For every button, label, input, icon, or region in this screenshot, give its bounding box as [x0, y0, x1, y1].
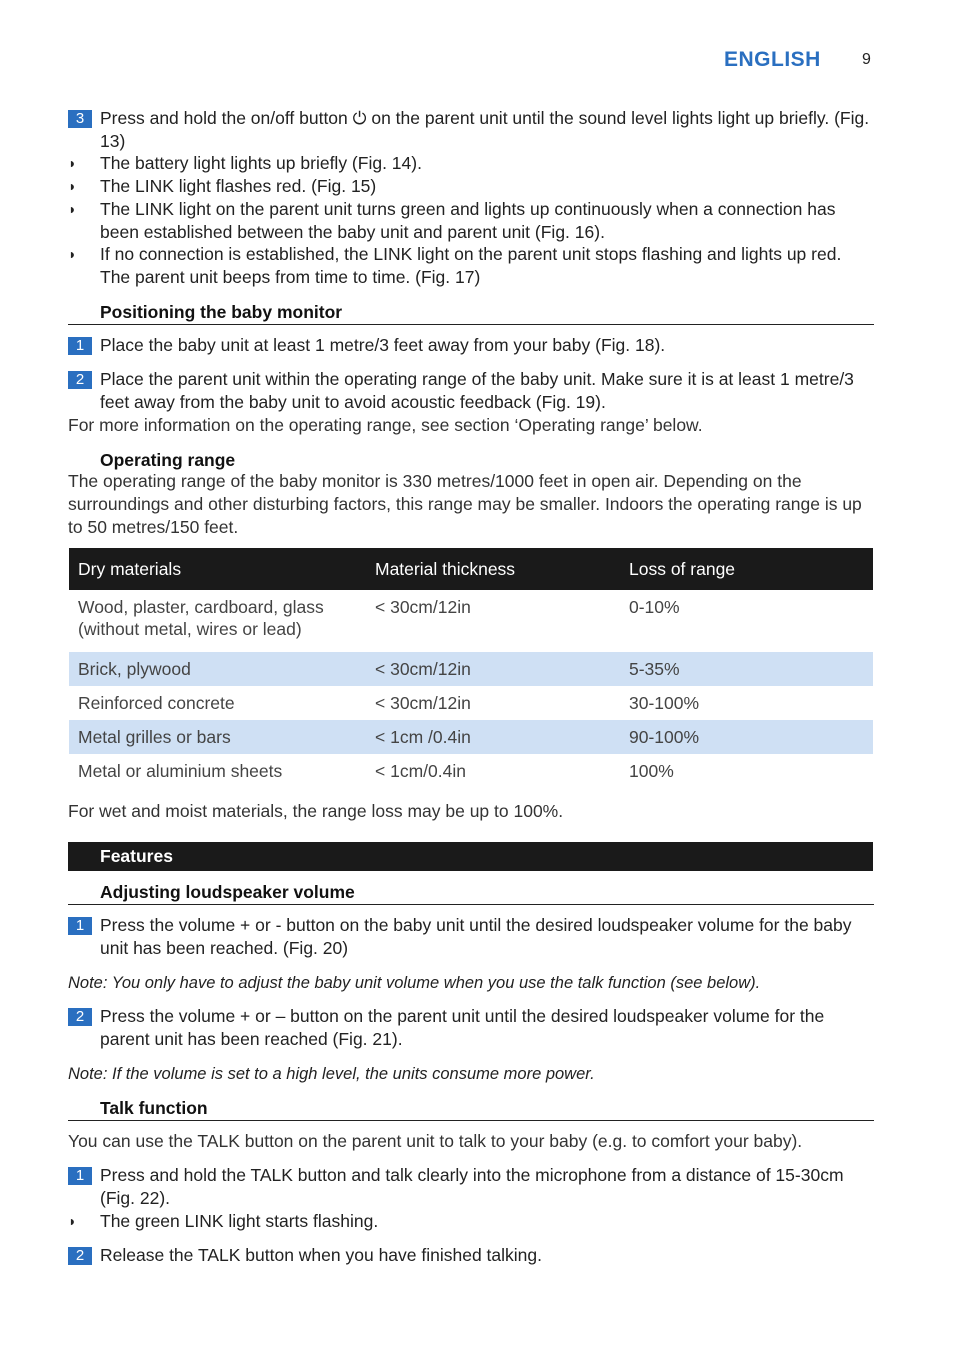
- table-cell: Brick, plywood: [69, 652, 366, 686]
- more-info-text: For more information on the operating range, see section ‘Operating range’ below.: [68, 415, 703, 435]
- table-cell: 90-100%: [620, 720, 873, 754]
- table-cell: 100%: [629, 761, 674, 781]
- table-cell: Metal grilles or bars: [69, 720, 366, 754]
- step-text: Press the volume + or - button on the baby unit until the desired loudspeaker volume for the baby unit has been reached. (Fig. 20): [100, 915, 852, 958]
- table-row: [69, 686, 873, 720]
- table-cell: < 30cm/12in: [366, 652, 620, 686]
- bullet-icon: ◗: [68, 1213, 77, 1229]
- bullet-text: The battery light lights up briefly (Fig. 14).: [100, 153, 422, 173]
- table-cell: 5-35%: [620, 652, 873, 686]
- language-label: ENGLISH: [724, 48, 821, 71]
- step-text: Press and hold the on/off button ⏻ on the parent unit until the sound level lights light up briefly. (Fig. 13): [100, 108, 870, 151]
- step-text: Place the baby unit at least 1 metre/3 feet away from your baby (Fig. 18).: [100, 335, 666, 355]
- step-number: 1: [68, 337, 92, 355]
- bullet-icon: ◗: [68, 246, 77, 262]
- table-row: [69, 720, 873, 754]
- bullet-text: The LINK light on the parent unit turns green and lights up continuously when a connection has been established between the baby unit and parent unit (Fig. 16).: [100, 199, 836, 242]
- step-text: Release the TALK button when you have finished talking.: [100, 1245, 543, 1265]
- step-number: 2: [68, 1008, 92, 1026]
- step-text: Press the volume + or – button on the parent unit until the desired loudspeaker volume for the parent unit has been reached (Fig. 21).: [100, 1006, 825, 1049]
- range-loss-table: [69, 548, 873, 788]
- heading-text: Operating range: [100, 450, 236, 470]
- step-number: 2: [68, 1247, 92, 1265]
- heading-text: Positioning the baby monitor: [100, 302, 343, 322]
- bullet-icon: ◗: [68, 201, 77, 217]
- heading-positioning: [68, 300, 874, 325]
- page-number: 9: [862, 51, 871, 68]
- table-cell: < 1cm/0.4in: [375, 761, 466, 781]
- heading-operating-range: [68, 448, 874, 472]
- step-number: 2: [68, 371, 92, 389]
- column-header: Dry materials: [69, 548, 366, 590]
- table-cell: Reinforced concrete: [78, 693, 235, 713]
- operating-range-paragraph: The operating range of the baby monitor is 330 metres/1000 feet in open air. Depending on the surroundings and other disturbing factors, this range may be smaller. Indoors the operating range is up to 50 metres/150 feet.: [68, 471, 862, 537]
- table-row: [69, 652, 873, 686]
- table-cell: 30-100%: [629, 693, 700, 713]
- section-title: Features: [100, 846, 173, 866]
- bullet-text: If no connection is established, the LINK light on the parent unit stops flashing and lights up red. The parent unit beeps from time to time. (Fig. 17): [100, 244, 842, 287]
- table-row: [69, 754, 873, 788]
- note-text: Note: If the volume is set to a high level, the units consume more power.: [68, 1065, 595, 1083]
- note-text: Note: You only have to adjust the baby unit volume when you use the talk function (see below).: [68, 974, 761, 992]
- table-cell: < 30cm/12in: [375, 597, 471, 617]
- step-text: Press and hold the TALK button and talk clearly into the microphone from a distance of 15-30cm (Fig. 22).: [100, 1165, 844, 1208]
- heading-talk-function: [68, 1096, 874, 1121]
- table-cell: 0-10%: [629, 597, 680, 617]
- table-cell: < 30cm/12in: [375, 693, 471, 713]
- step-number: 1: [68, 1167, 92, 1185]
- section-bar-features: [68, 842, 873, 871]
- table-cell: Metal or aluminium sheets: [78, 761, 283, 781]
- table-header-row: [69, 548, 873, 590]
- step-number: 1: [68, 917, 92, 935]
- table-cell: Wood, plaster, cardboard, glass (without metal, wires or lead): [78, 597, 324, 639]
- wet-materials-note: For wet and moist materials, the range loss may be up to 100%.: [68, 801, 564, 821]
- heading-text: Talk function: [100, 1098, 208, 1118]
- table-row: [69, 590, 873, 652]
- step-number: 3: [68, 110, 92, 128]
- column-header: Loss of range: [620, 548, 873, 590]
- talk-intro-text: You can use the TALK button on the parent unit to talk to your baby (e.g. to comfort your baby).: [68, 1131, 803, 1151]
- table-cell: < 1cm /0.4in: [366, 720, 620, 754]
- column-header: Material thickness: [366, 548, 620, 590]
- bullet-text: The LINK light flashes red. (Fig. 15): [100, 176, 377, 196]
- heading-text: Adjusting loudspeaker volume: [100, 882, 355, 902]
- bullet-icon: ◗: [68, 155, 77, 171]
- bullet-text: The green LINK light starts flashing.: [100, 1211, 379, 1231]
- step-text: Place the parent unit within the operating range of the baby unit. Make sure it is at least 1 metre/3 feet away from the baby unit to avoid acoustic feedback (Fig. 19).: [100, 369, 854, 412]
- heading-loudspeaker: [68, 880, 874, 905]
- bullet-icon: ◗: [68, 178, 77, 194]
